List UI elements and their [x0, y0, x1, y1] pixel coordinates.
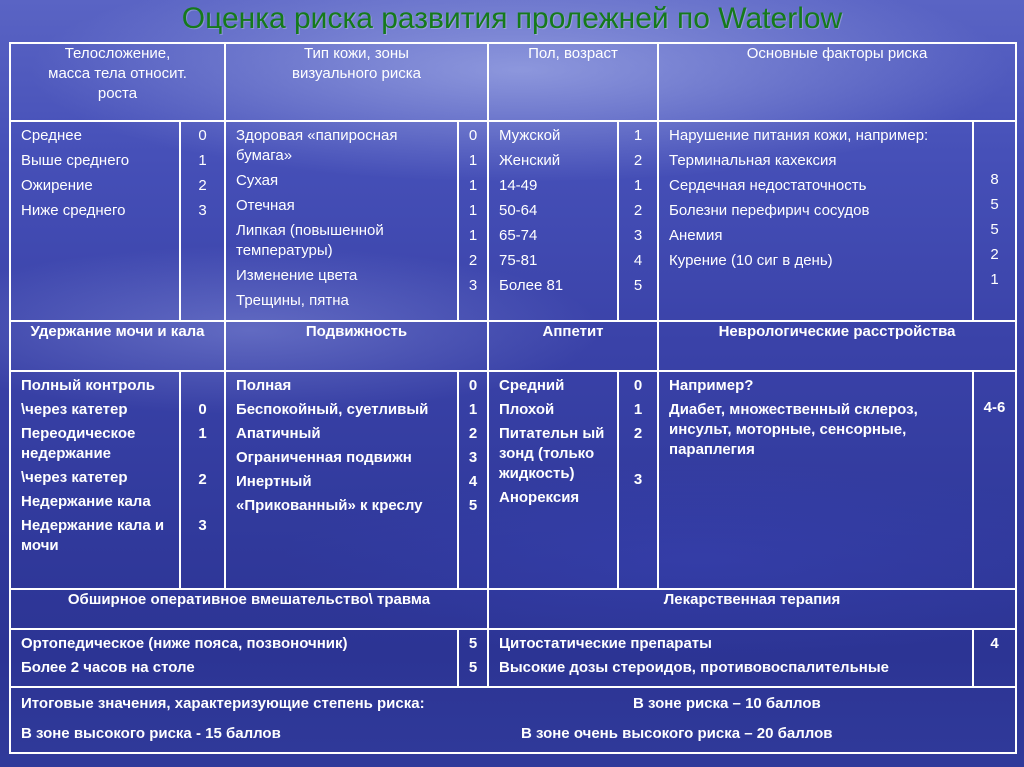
list-item: Ожирение	[21, 177, 93, 194]
list-item: \через катетер	[21, 401, 128, 418]
header-surgery: Обширное оперативное вмешательство\ травма	[10, 589, 488, 629]
score: 5	[468, 497, 478, 514]
spacer	[183, 448, 222, 470]
score: 1	[468, 177, 478, 194]
list-item: Трещины, пятна	[236, 292, 349, 309]
list-item: Переодическое недержание	[21, 425, 136, 462]
score: 2	[198, 177, 207, 194]
score: 1	[990, 271, 999, 288]
score: 2	[198, 471, 207, 488]
skin-type-list	[225, 121, 458, 321]
score: 4	[633, 252, 643, 269]
spacer	[183, 494, 222, 516]
list-item: Отечная	[236, 197, 295, 214]
neuro-score	[973, 371, 1016, 589]
list-item: Курение (10 сиг в день)	[669, 252, 833, 269]
list-item: Женский	[499, 152, 561, 169]
list-item: Мужской	[499, 127, 561, 144]
header-text: роста	[97, 85, 138, 102]
mobility-scores	[458, 371, 488, 589]
score: 1	[633, 401, 643, 418]
list-item: Здоровая «папиросная бумага»	[236, 127, 398, 164]
sex-age-scores	[618, 121, 658, 321]
section3-header-row	[10, 589, 1016, 629]
list-item: Сердечная недостаточность	[669, 177, 867, 194]
header-mobility: Подвижность	[225, 321, 488, 371]
score: 1	[468, 152, 478, 169]
list-item: Цитостатические препараты	[499, 635, 712, 652]
score: 5	[468, 635, 478, 652]
score: 0	[468, 127, 478, 144]
list-item: Например?	[669, 377, 754, 394]
score: 0	[468, 377, 478, 394]
list-item: Болезни перефирич сосудов	[669, 202, 870, 219]
score: 3	[198, 517, 207, 534]
list-item: 50-64	[499, 202, 538, 219]
header-appetite: Аппетит	[488, 321, 658, 371]
section2-header-row	[10, 321, 1016, 371]
score: 1	[468, 227, 478, 244]
body-build-list	[10, 121, 180, 321]
list-item: Терминальная кахексия	[669, 152, 837, 169]
score: 4	[990, 635, 999, 652]
score: 2	[468, 252, 478, 269]
totals-line1-right: В зоне риска – 10 баллов	[633, 695, 821, 712]
mobility-list	[225, 371, 458, 589]
list-item: Сухая	[236, 172, 279, 189]
list-item: Недержание кала и мочи	[21, 517, 165, 554]
list-item: 75-81	[499, 252, 538, 269]
header-risk-factors	[658, 43, 1016, 121]
header-text: Тип кожи, зоны	[304, 45, 409, 62]
score: 1	[633, 177, 643, 194]
waterlow-table	[9, 42, 1017, 754]
list-item: Анемия	[669, 227, 723, 244]
spacer	[976, 148, 1013, 170]
list-item: Беспокойный, суетливый	[236, 401, 429, 418]
list-item: Высокие дозы стероидов, противовоспалительные	[499, 659, 890, 676]
score: 2	[468, 425, 478, 442]
surgery-list	[10, 629, 458, 687]
body-build-scores	[180, 121, 225, 321]
page-title: Оценка риска развития пролежней по Waterlow	[181, 2, 843, 35]
spacer	[621, 448, 655, 470]
list-item: Ортопедическое (ниже пояса, позвоночник)	[21, 635, 348, 652]
surgery-scores	[458, 629, 488, 687]
header-neuro: Неврологические расстройства	[658, 321, 1016, 371]
score: 0	[198, 401, 207, 418]
list-item: «Прикованный» к креслу	[236, 497, 423, 514]
neuro-list	[658, 371, 973, 589]
header-text: Пол, возраст	[528, 45, 618, 62]
list-item: Питательн ый зонд (только жидкость)	[499, 425, 605, 482]
list-item: 14-49	[499, 177, 538, 194]
score: 1	[468, 401, 478, 418]
header-skin-type	[225, 43, 488, 121]
header-continence: Удержание мочи и кала	[10, 321, 225, 371]
header-text: Основные факторы риска	[746, 45, 928, 62]
list-item: Более 81	[499, 277, 564, 294]
list-item: Анорексия	[499, 489, 580, 506]
score: 1	[633, 127, 643, 144]
score: 3	[468, 277, 478, 294]
score: 4	[468, 473, 478, 490]
totals-line2-left: В зоне высокого риска - 15 баллов	[21, 725, 281, 742]
spacer	[976, 376, 1013, 398]
totals-line1-left: Итоговые значения, характеризующие степень риска:	[21, 695, 425, 712]
score: 2	[633, 202, 643, 219]
section2-row	[10, 371, 1016, 589]
sex-age-list	[488, 121, 618, 321]
risk-factors-list	[658, 121, 973, 321]
score: 5	[468, 659, 478, 676]
score: 1	[198, 425, 207, 442]
section1-row	[10, 121, 1016, 321]
score: 1	[468, 202, 478, 219]
header-text: Телосложение,	[64, 45, 171, 62]
list-item: \через катетер	[21, 469, 128, 486]
score: 5	[990, 196, 999, 213]
score: 2	[633, 152, 643, 169]
spacer	[976, 126, 1013, 148]
list-item: Инертный	[236, 473, 312, 490]
list-item: Ограниченная подвижн	[236, 449, 412, 466]
score: 8	[990, 171, 999, 188]
header-body-build	[10, 43, 225, 121]
header-sex-age	[488, 43, 658, 121]
score: 3	[198, 202, 207, 219]
score: 4-6	[983, 399, 1006, 416]
list-item: Недержание кала	[21, 493, 151, 510]
list-item: Более 2 часов на столе	[21, 659, 195, 676]
score: 5	[633, 277, 643, 294]
score: 3	[468, 449, 478, 466]
list-item: Плохой	[499, 401, 555, 418]
appetite-list	[488, 371, 618, 589]
list-item: Полный контроль	[21, 377, 155, 394]
list-item: Среднее	[21, 127, 82, 144]
drugs-score	[973, 629, 1016, 687]
score: 0	[633, 377, 643, 394]
drugs-list	[488, 629, 973, 687]
list-item: Апатичный	[236, 425, 321, 442]
continence-list	[10, 371, 180, 589]
header-row	[10, 43, 1016, 121]
list-item: Диабет, множественный склероз, инсульт, моторные, сенсорные, параплегия	[669, 401, 918, 458]
score: 3	[633, 227, 643, 244]
list-item: 65-74	[499, 227, 538, 244]
list-item: Липкая (повышенной температуры)	[236, 222, 384, 259]
list-item: Ниже среднего	[21, 202, 126, 219]
list-item: Изменение цвета	[236, 267, 358, 284]
list-item: Нарушение питания кожи, например:	[669, 127, 929, 144]
score: 2	[633, 425, 643, 442]
list-item: Полная	[236, 377, 292, 394]
appetite-scores	[618, 371, 658, 589]
list-item: Средний	[499, 377, 565, 394]
section3-row	[10, 629, 1016, 687]
header-drugs: Лекарственная терапия	[488, 589, 1016, 629]
header-text: визуального риска	[291, 65, 422, 82]
score: 0	[198, 127, 207, 144]
score: 1	[198, 152, 207, 169]
header-text: масса тела относит.	[48, 65, 187, 82]
score: 5	[990, 221, 999, 238]
risk-factors-scores	[973, 121, 1016, 321]
continence-scores	[180, 371, 225, 589]
score: 3	[633, 471, 643, 488]
totals-cell	[10, 687, 1016, 753]
list-item: Выше среднего	[21, 152, 130, 169]
totals-line2-right: В зоне очень высокого риска – 20 баллов	[521, 725, 833, 742]
skin-type-scores	[458, 121, 488, 321]
score: 2	[990, 246, 999, 263]
totals-row	[10, 687, 1016, 753]
